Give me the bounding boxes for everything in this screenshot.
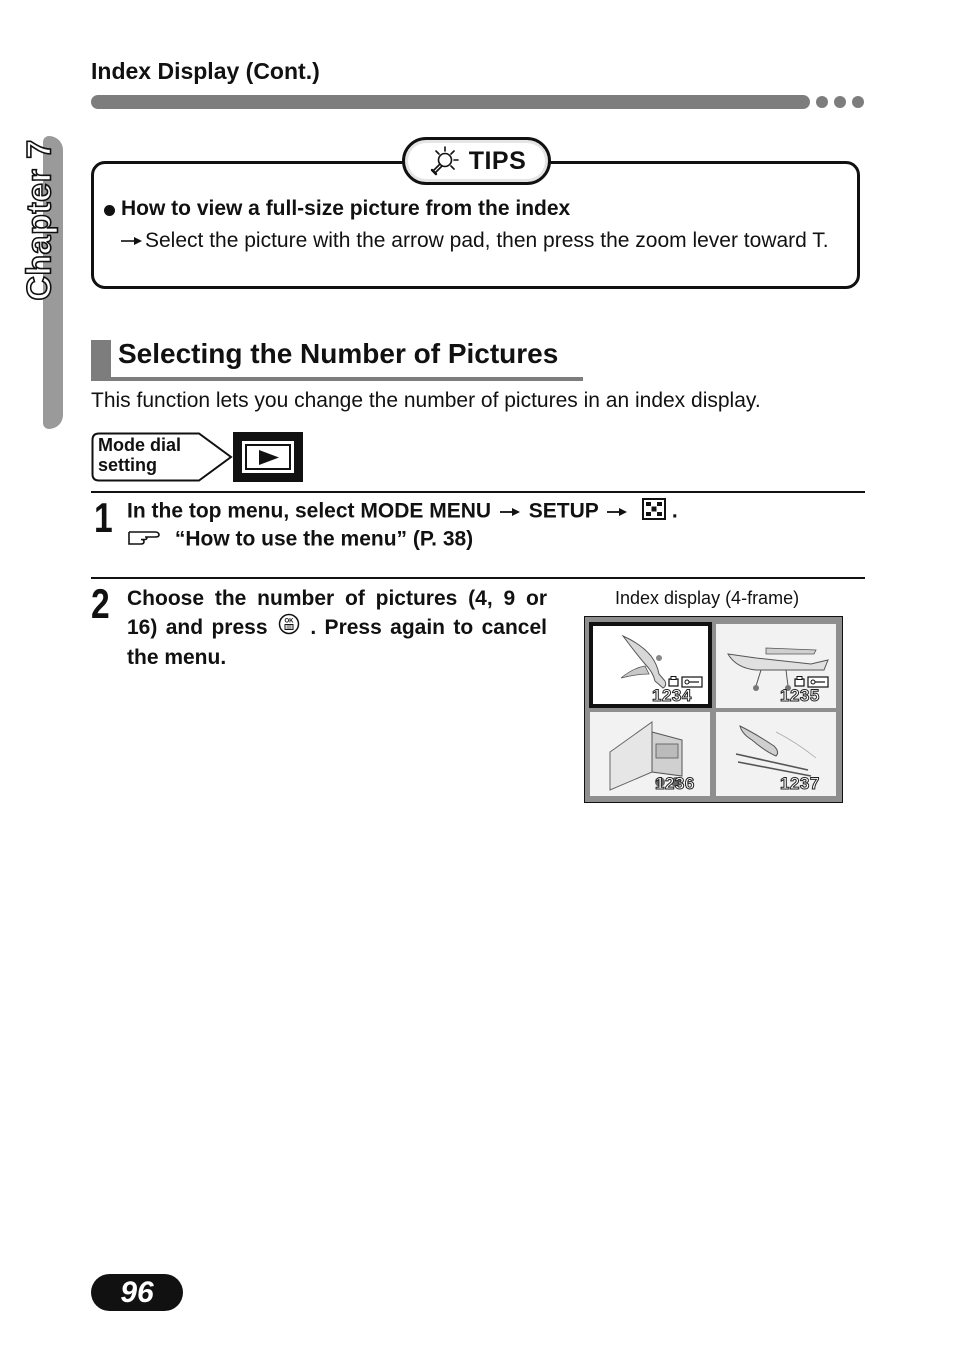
- menu-reference-link: “How to use the menu” (P. 38): [174, 527, 474, 551]
- tips-badge: [402, 137, 551, 185]
- step-number: 2: [91, 580, 110, 627]
- arrow-right-icon: [604, 500, 630, 524]
- page-number: 96: [120, 1276, 154, 1309]
- header-dot: [834, 96, 846, 108]
- frame-number: 1236: [655, 774, 695, 793]
- index-display-caption: Index display (4-frame): [615, 588, 800, 608]
- step-divider: [91, 577, 865, 579]
- frame-number: 1237: [780, 774, 820, 793]
- step-number: 1: [94, 494, 113, 541]
- svg-text:OK: OK: [284, 618, 294, 625]
- play-triangle-icon: [258, 449, 280, 466]
- mode-dial-label-line1: Mode dial: [98, 435, 182, 455]
- step1-text-a: In the top menu, select MODE MENU: [127, 499, 492, 523]
- step1-text-b: SETUP: [528, 499, 599, 523]
- step1-instruction: [127, 498, 678, 526]
- step-divider: [91, 491, 865, 493]
- section-intro: This function lets you change the number of pictures in an index display.: [91, 389, 761, 412]
- step2-text-a: Choose the number of pictures (4, 9 or 16) and press: [127, 587, 547, 639]
- mode-dial-label: [98, 435, 181, 475]
- section-marker: [91, 340, 111, 380]
- running-header: Index Display (Cont.): [91, 58, 320, 84]
- bullet-icon: [104, 205, 115, 216]
- frame-number: 1234: [652, 686, 692, 705]
- chapter-label: Chapter 7: [20, 139, 59, 301]
- step2-instruction: [127, 584, 547, 672]
- tip-text: [121, 226, 853, 255]
- pointing-hand-icon: [127, 527, 161, 553]
- index-thumbnail-selected: [589, 622, 712, 708]
- arrow-right-icon: [121, 226, 143, 255]
- section-underline: [91, 377, 583, 381]
- section-title: Selecting the Number of Pictures: [118, 338, 559, 369]
- header-dot: [852, 96, 864, 108]
- mode-dial-label-line2: setting: [98, 455, 158, 475]
- tip-body: Select the picture with the arrow pad, then press the zoom lever toward T.: [145, 229, 829, 252]
- header-dot: [816, 96, 828, 108]
- header-rule: [91, 95, 810, 109]
- step1-text-c: .: [671, 499, 678, 523]
- index-grid-icon: [642, 498, 666, 526]
- frame-number: 1235: [780, 686, 820, 705]
- tips-label: TIPS: [468, 146, 527, 175]
- arrow-right-icon: [497, 500, 523, 524]
- lightbulb-icon: [427, 145, 459, 177]
- ok-button-icon: [278, 613, 300, 643]
- step2-text-b: . Press again to cancel the menu.: [127, 616, 547, 670]
- step1-reference: [127, 527, 473, 553]
- tip-heading: How to view a full-size picture from the index: [121, 197, 571, 220]
